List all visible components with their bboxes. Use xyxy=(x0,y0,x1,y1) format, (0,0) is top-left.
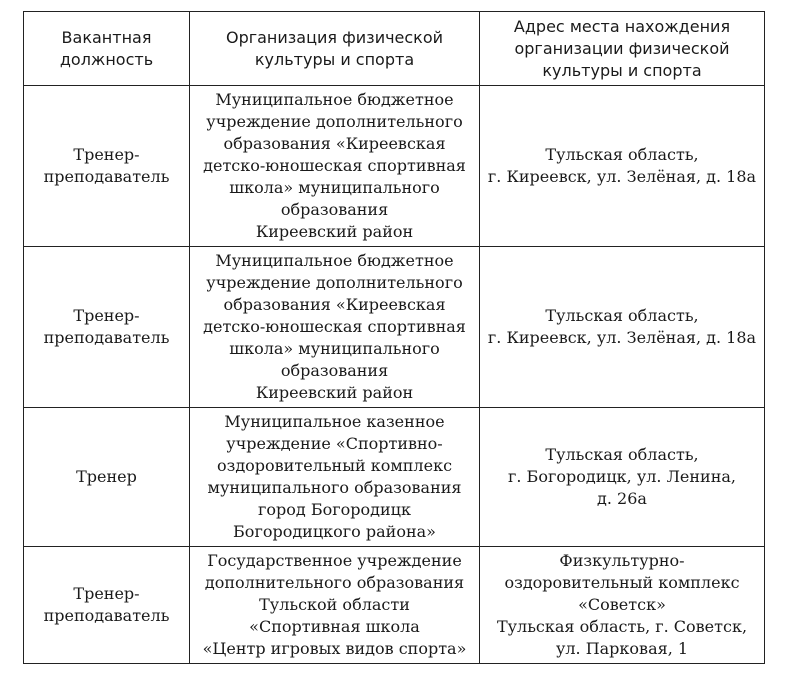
cell-position: Тренер- преподаватель xyxy=(24,547,190,664)
cell-address: Физкультурно- оздоровительный комплекс «Советск» Тульская область, г. Советск, ул. Парковая, 1 xyxy=(480,547,765,664)
table-row xyxy=(24,86,765,247)
cell-organization: Муниципальное казенное учреждение «Спортивно- оздоровительный комплекс муниципального образования город Богородицк Богородицкого района» xyxy=(190,408,480,547)
cell-position: Тренер- преподаватель xyxy=(24,86,190,247)
cell-address: Тульская область, г. Киреевск, ул. Зелёная, д. 18а xyxy=(480,86,765,247)
cell-organization: Муниципальное бюджетное учреждение дополнительного образования «Киреевская детско-юношеская спортивная школа» муниципального образования Киреевский район xyxy=(190,86,480,247)
cell-position: Тренер- преподаватель xyxy=(24,247,190,408)
table-row xyxy=(24,547,765,664)
vacancies-table xyxy=(23,11,765,664)
header-address: Адрес места нахождения организации физической культуры и спорта xyxy=(480,12,765,86)
table-row xyxy=(24,247,765,408)
header-organization: Организация физической культуры и спорта xyxy=(190,12,480,86)
table-row xyxy=(24,408,765,547)
header-position: Вакантная должность xyxy=(24,12,190,86)
cell-address: Тульская область, г. Киреевск, ул. Зелёная, д. 18а xyxy=(480,247,765,408)
cell-address: Тульская область, г. Богородицк, ул. Ленина, д. 26а xyxy=(480,408,765,547)
cell-organization: Муниципальное бюджетное учреждение дополнительного образования «Киреевская детско-юношеская спортивная школа» муниципального образования Киреевский район xyxy=(190,247,480,408)
cell-position: Тренер xyxy=(24,408,190,547)
table-header-row xyxy=(24,12,765,86)
cell-organization: Государственное учреждение дополнительного образования Тульской области «Спортивная школа «Центр игровых видов спорта» xyxy=(190,547,480,664)
